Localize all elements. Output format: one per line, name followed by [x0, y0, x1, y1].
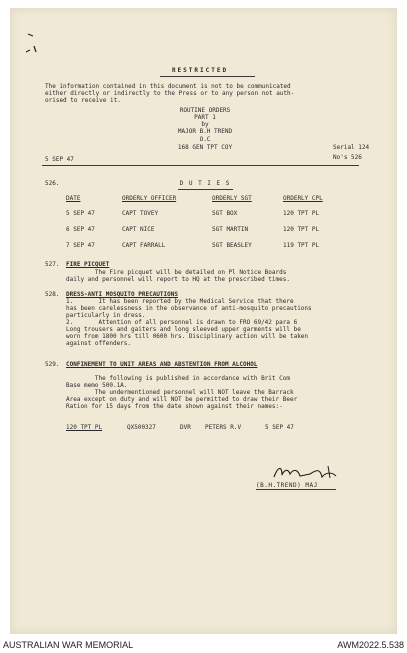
item-529-line: Base memo 500.1A.	[66, 382, 128, 389]
item-527-title: FIRE PICQUET	[66, 261, 110, 268]
col-header-officer: ORDERLY OFFICER	[122, 195, 177, 202]
header-oc: O.C	[199, 136, 211, 143]
item-527-number: 527.	[45, 261, 60, 268]
table-cell: SGT BOX	[212, 210, 238, 217]
classification-underline	[160, 76, 255, 77]
header-routine-orders: ROUTINE ORDERS	[179, 107, 231, 114]
signature-stamp: (B.H.TREND) MAJ	[256, 482, 318, 489]
col-header-date: DATE	[66, 195, 81, 202]
item-528-line: worn from 1800 hrs till 0600 hrs. Disciplinary action will be taken	[66, 333, 309, 340]
item-529-number: 529.	[45, 361, 60, 368]
handwritten-signature-icon	[270, 462, 340, 482]
item-529-title: CONFINEMENT TO UNIT AREAS AND ABSTENTION FROM ALCOHOL	[66, 361, 258, 368]
signature-stamp-underline	[256, 489, 336, 490]
notice-line-3: orised to receive it.	[45, 97, 121, 104]
duties-title-underline	[178, 189, 233, 190]
table-cell: 5 SEP 47	[66, 210, 95, 217]
header-rule	[42, 165, 359, 166]
item-527-line: daily and personnel will report to HQ at the prescribed times.	[66, 276, 290, 283]
item-529-line: The following is published in accordance with Brit Com	[66, 375, 290, 382]
table-cell: CAPT NICE	[122, 226, 155, 233]
table-cell: SGT BEASLEY	[212, 242, 252, 249]
col-header-sgt: ORDERLY SGT	[212, 195, 252, 202]
notice-line-2: either directly or indirectly to the Press or to any person not auth-	[45, 90, 295, 97]
duties-title: D U T I E S	[179, 180, 231, 187]
col-header-cpl: ORDERLY CPL	[283, 195, 323, 202]
archive-reference: AWM2022.5.538	[337, 640, 404, 650]
entry-number: QX500327	[127, 424, 156, 431]
table-cell: 7 SEP 47	[66, 242, 95, 249]
item-528-line: against offenders.	[66, 340, 132, 347]
entry-unit: 120 TPT PL	[66, 424, 103, 431]
item-528-line: 1. It has been reported by the Medical Service that there	[66, 298, 294, 305]
serial-label: Serial 124	[333, 144, 370, 151]
item-527-line: The Fire picquet will be detailed on Pl Notice Boards	[66, 269, 287, 276]
item-528-line: particularly in dress.	[66, 312, 146, 319]
archive-footer	[0, 637, 407, 653]
table-cell: 120 TPT PL	[283, 226, 320, 233]
item-529-line: Ration for 15 days from the date shown against their names:-	[66, 403, 283, 410]
table-cell: 119 TPT PL	[283, 242, 320, 249]
item-529-line: The undermentioned personnel will NOT leave the Barrack	[66, 389, 294, 396]
item-529-line: Area except on duty and will NOT be permitted to draw their Beer	[66, 396, 298, 403]
item-528-number: 528.	[45, 291, 60, 298]
table-cell: 6 SEP 47	[66, 226, 95, 233]
notice-line-1: The information contained in this document is not to be communicated	[45, 83, 291, 90]
entry-rank: DVR	[180, 424, 191, 431]
header-by: by	[201, 121, 209, 128]
item-528-line: 2. Attention of all personnel is drawn to FRO 69/42 para 6	[66, 319, 298, 326]
table-cell: SGT MARTIN	[212, 226, 249, 233]
table-cell: CAPT FARRALL	[122, 242, 166, 249]
table-cell: CAPT TOVEY	[122, 210, 159, 217]
order-date: 5 SEP 47	[45, 156, 74, 163]
duties-number: 526.	[45, 180, 60, 187]
item-528-title: DRESS-ANTI MOSQUITO PRECAUTIONS	[66, 291, 178, 298]
header-part: PART 1	[194, 114, 216, 121]
item-528-line: has been carelessness in the observance of anti-mosquito precautions	[66, 305, 312, 312]
table-cell: 120 TPT PL	[283, 210, 320, 217]
archive-credit: AUSTRALIAN WAR MEMORIAL	[3, 640, 134, 650]
entry-date: 5 SEP 47	[265, 424, 294, 431]
nos-label: No's 526	[333, 154, 362, 161]
header-unit: 168 GEN TPT COY	[177, 144, 233, 151]
classification-heading: RESTRICTED	[171, 67, 229, 74]
pen-marks-icon	[20, 30, 60, 60]
item-528-line: Long trousers and gaiters and long sleeved upper garments will be	[66, 326, 301, 333]
header-officer: MAJOR B.H TREND	[177, 128, 233, 135]
entry-name: PETERS R.V	[205, 424, 242, 431]
